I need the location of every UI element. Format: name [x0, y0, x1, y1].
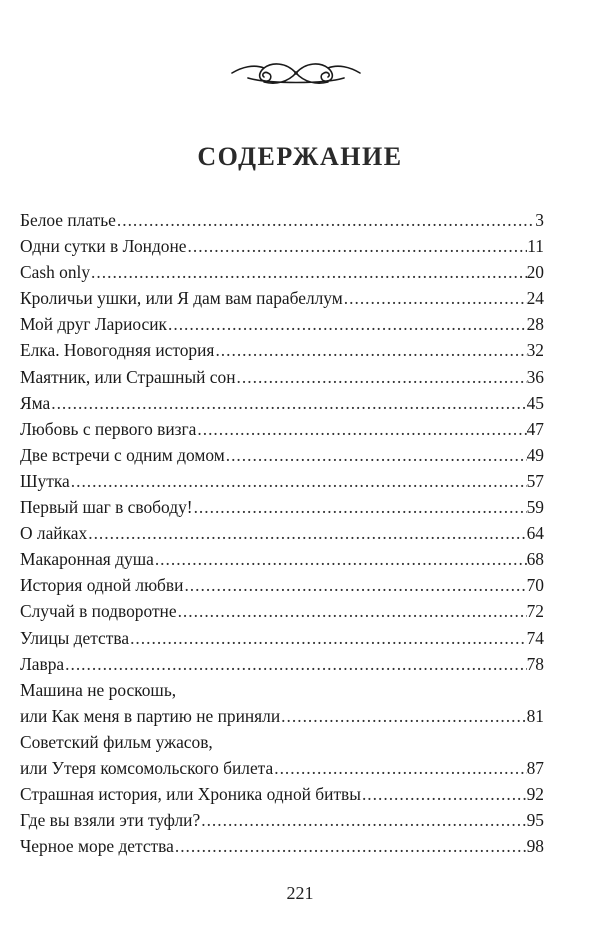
toc-entry [20, 233, 544, 259]
toc-entry-page: 74 [526, 627, 544, 648]
toc-entry [20, 781, 544, 807]
dot-leader [214, 337, 526, 363]
dot-leader [273, 755, 526, 781]
toc-entry-page: 87 [526, 757, 544, 778]
toc-entry-page: 57 [526, 470, 544, 491]
dot-leader [183, 572, 526, 598]
toc-entry [20, 807, 544, 833]
toc-entry-page: 11 [527, 236, 544, 257]
dot-leader [50, 390, 526, 416]
dot-leader [361, 781, 527, 807]
dot-leader [70, 468, 527, 494]
toc-entry-page: 3 [535, 210, 544, 230]
dot-leader [64, 651, 526, 677]
dot-leader [193, 494, 527, 520]
toc-entry-page: 47 [526, 418, 544, 439]
toc-entry-title: Советский фильм ужасов, [20, 731, 213, 752]
toc-entry [20, 337, 544, 363]
dot-leader [154, 546, 527, 572]
toc-entry-title: Макаронная душа [20, 549, 154, 570]
dot-leader [200, 807, 526, 833]
toc-entry-subtitle: или Утеря комсомольского билета [20, 757, 274, 778]
toc-entry-title: Елка. Новогодняя история [20, 340, 215, 361]
toc-entry-page: 64 [526, 523, 544, 544]
toc-entry-page: 32 [526, 340, 544, 361]
toc-entry [20, 416, 544, 442]
toc-entry [20, 364, 544, 390]
toc-entry [20, 546, 544, 572]
dot-leader [177, 598, 527, 624]
toc-entry [20, 494, 544, 520]
toc-entry [20, 833, 544, 859]
toc-entry [20, 311, 544, 337]
toc-entry-title: Шутка [20, 470, 70, 491]
page-title: СОДЕРЖАНИЕ [197, 142, 403, 171]
toc-entry-subtitle: или Как меня в партию не приняли [20, 705, 281, 726]
toc-entry [20, 285, 544, 311]
toc-entry [20, 598, 544, 624]
toc-entry [20, 677, 544, 729]
toc-entry-page: 78 [526, 653, 544, 674]
dot-leader [187, 233, 528, 259]
toc-entry-page: 24 [526, 288, 544, 309]
dot-leader [129, 625, 527, 651]
toc-entry [20, 259, 544, 285]
table-of-contents [20, 207, 544, 859]
toc-entry-page: 49 [526, 444, 544, 465]
toc-entry [20, 651, 544, 677]
dot-leader [174, 833, 527, 859]
toc-entry-title: Машина не роскошь, [20, 679, 177, 700]
toc-entry-title: Лавра [20, 653, 65, 674]
toc-entry-title: Одни сутки в Лондоне [20, 236, 187, 257]
toc-entry-title: Первый шаг в свободу! [20, 497, 193, 518]
toc-entry-page: 81 [526, 705, 544, 726]
toc-entry-title: Белое платье [20, 210, 116, 230]
toc-entry-title: Черное море детства [20, 836, 174, 857]
toc-entry-page: 68 [526, 549, 544, 570]
toc-entry-page: 95 [526, 810, 544, 831]
dot-leader [280, 703, 526, 729]
toc-entry [20, 572, 544, 598]
dot-leader [225, 442, 527, 468]
toc-entry-title: Cash only [20, 262, 91, 283]
dot-leader [196, 416, 526, 442]
toc-entry [20, 390, 544, 416]
toc-entry [20, 207, 544, 233]
page-number: 221 [286, 883, 314, 903]
toc-entry-page: 92 [526, 784, 544, 805]
toc-entry-title: О лайках [20, 523, 88, 544]
toc-entry-title: Улицы детства [20, 627, 130, 648]
toc-entry-title: Две встречи с одним домом [20, 444, 225, 465]
toc-entry-title: Маятник, или Страшный сон [20, 366, 236, 387]
toc-entry-page: 28 [526, 314, 544, 335]
toc-entry-title: История одной любви [20, 575, 184, 596]
dot-leader [343, 285, 527, 311]
toc-entry-title: Мой друг Лариосик [20, 314, 167, 335]
toc-entry-page: 36 [526, 366, 544, 387]
toc-entry-title: Кроличьи ушки, или Я дам вам парабеллум [20, 288, 343, 309]
toc-entry [20, 442, 544, 468]
dot-leader [167, 311, 527, 337]
toc-entry-title: Случай в подворотне [20, 601, 177, 622]
toc-entry-page: 72 [526, 601, 544, 622]
dot-leader [87, 520, 526, 546]
toc-entry-title: Страшная история, или Хроника одной битвы [20, 784, 361, 805]
toc-entry [20, 729, 544, 781]
toc-entry [20, 468, 544, 494]
toc-entry-title: Любовь с первого визга [20, 418, 197, 439]
toc-entry-page: 98 [526, 836, 544, 857]
dot-leader [90, 259, 527, 285]
toc-entry [20, 625, 544, 651]
toc-entry-page: 70 [526, 575, 544, 596]
toc-entry [20, 520, 544, 546]
dot-leader [236, 364, 527, 390]
toc-entry-title: Где вы взяли эти туфли? [20, 810, 201, 831]
flourish-ornament-icon [228, 58, 364, 88]
toc-entry-page: 20 [526, 262, 544, 283]
toc-entry-title: Яма [20, 392, 51, 413]
toc-entry-page: 59 [526, 497, 544, 518]
toc-entry-page: 45 [526, 392, 544, 413]
dot-leader [116, 207, 535, 233]
